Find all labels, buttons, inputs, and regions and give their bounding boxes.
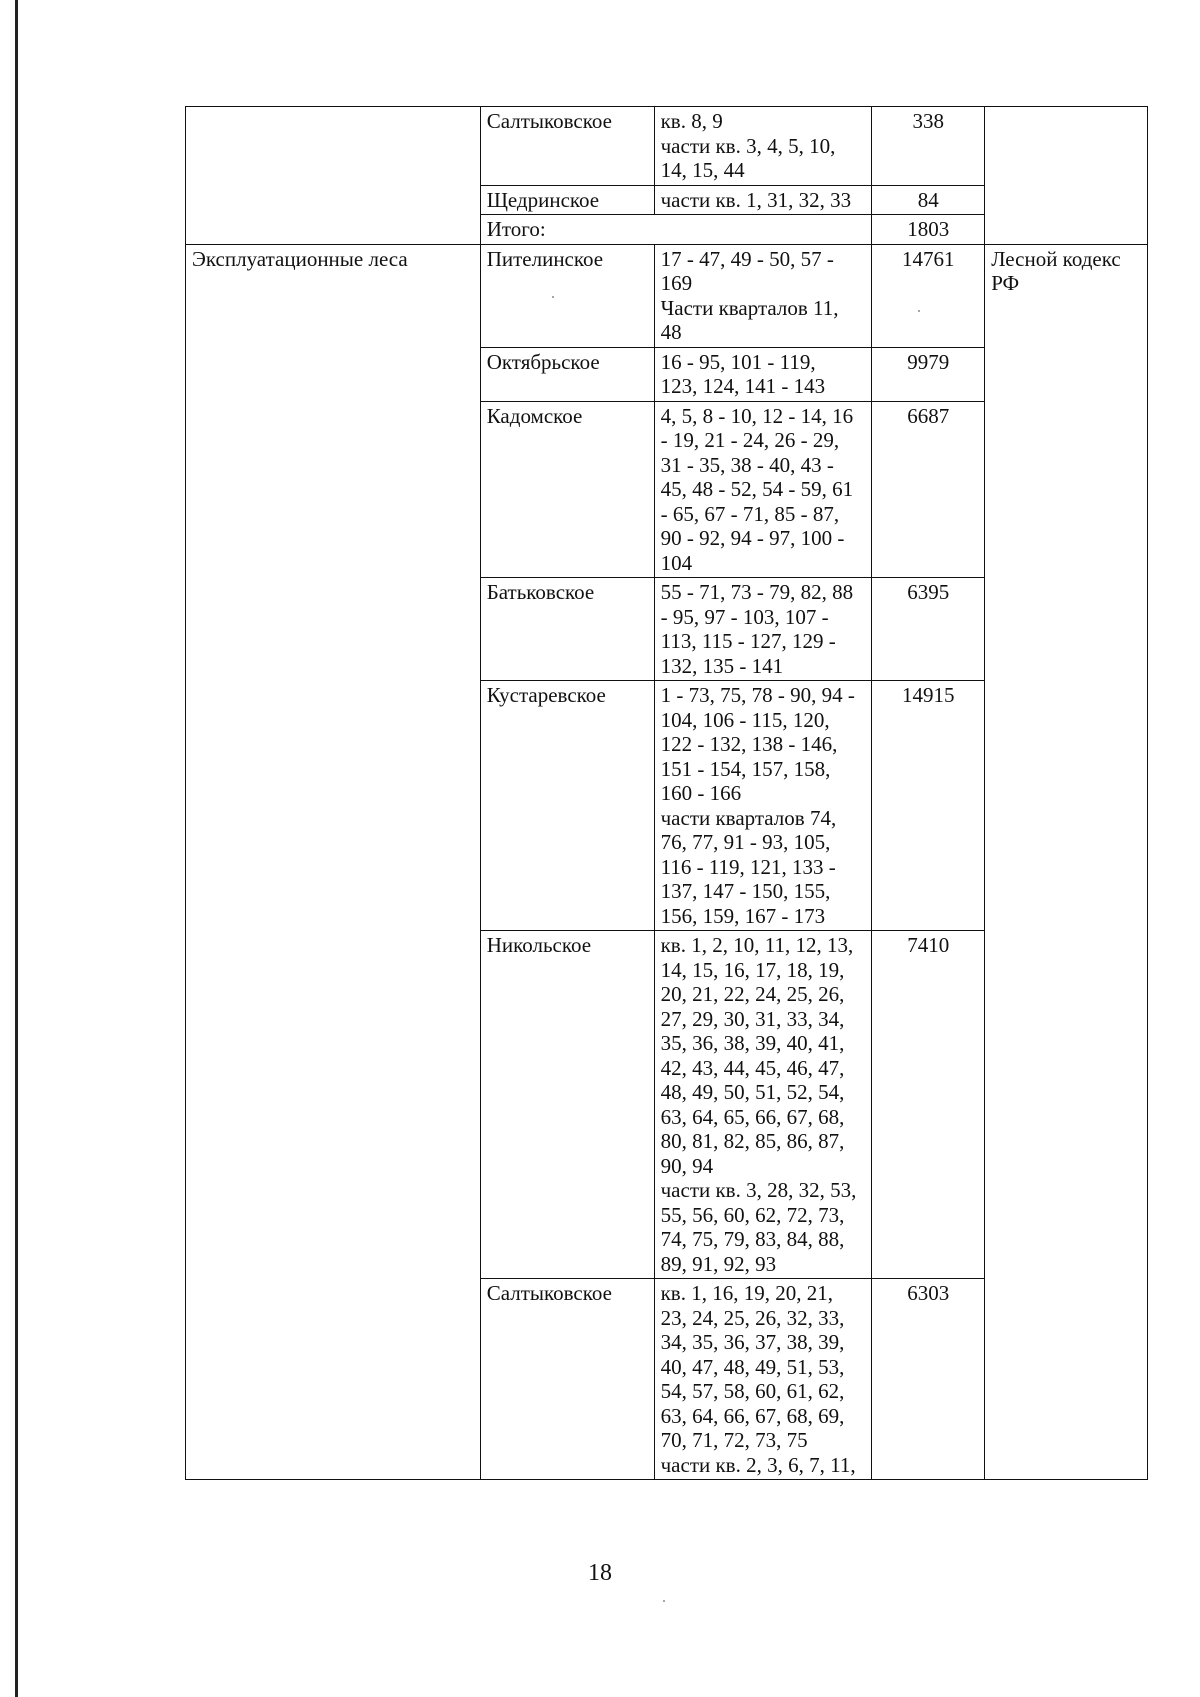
quarters-line: 35, 36, 38, 39, 40, 41, — [660, 1031, 845, 1055]
quarters-line: 34, 35, 36, 37, 38, 39, — [660, 1330, 845, 1354]
quarters-line: 76, 77, 91 - 93, 105, — [660, 830, 831, 854]
forestry-cell: Салтыковское — [480, 107, 654, 186]
quarters-cell — [654, 1279, 872, 1480]
quarters-line: 90, 94 — [660, 1153, 714, 1178]
quarters-line: кв. 1, 16, 19, 20, 21, — [660, 1281, 833, 1305]
area-cell: 14915 — [872, 681, 985, 931]
basis-line: Лесной кодекс — [991, 246, 1121, 271]
table-row — [186, 244, 1148, 347]
quarters-line: - 65, 67 - 71, 85 - 87, — [660, 501, 840, 526]
quarters-line: части кв. 2, 3, 6, 7, 11, — [660, 1452, 856, 1477]
forestry-cell: Батьковское — [480, 578, 654, 681]
quarters-cell — [654, 931, 872, 1279]
quarters-line: 160 - 166 — [660, 781, 742, 805]
quarters-line: 137, 147 - 150, 155, — [660, 879, 831, 903]
quarters-line: 156, 159, 167 - 173 — [660, 903, 826, 928]
quarters-line: - 95, 97 - 103, 107 - — [660, 604, 829, 629]
area-cell: 9979 — [872, 347, 985, 401]
quarters-line: 169 — [660, 271, 693, 295]
quarters-line: 123, 124, 141 - 143 — [660, 374, 826, 398]
quarters-line: 42, 43, 44, 45, 46, 47, — [660, 1055, 845, 1080]
quarters-line: 89, 91, 92, 93 — [660, 1251, 777, 1276]
scan-speck — [552, 296, 554, 298]
quarters-line: 4, 5, 8 - 10, 12 - 14, 16 — [660, 403, 854, 428]
page-number: 18 — [588, 1560, 612, 1586]
table-row — [186, 107, 1148, 186]
quarters-line: 27, 29, 30, 31, 33, 34, — [660, 1006, 845, 1031]
quarters-line: 113, 115 - 127, 129 - — [660, 629, 836, 653]
scan-edge — [15, 0, 18, 1697]
area-cell: 14761 — [872, 244, 985, 347]
quarters-line: 90 - 92, 94 - 97, 100 - — [660, 526, 845, 550]
quarters-line: - 19, 21 - 24, 26 - 29, — [660, 428, 840, 452]
forestry-cell: Пителинское — [480, 244, 654, 347]
quarters-cell — [654, 681, 872, 931]
quarters-line: кв. 8, 9 — [660, 109, 723, 133]
basis-cell-empty — [985, 107, 1148, 245]
area-cell: 7410 — [872, 931, 985, 1279]
quarters-line: 132, 135 - 141 — [660, 653, 784, 678]
forestry-cell: Кустаревское — [480, 681, 654, 931]
quarters-line: 55 - 71, 73 - 79, 82, 88 — [660, 580, 854, 604]
area-cell: 84 — [872, 185, 985, 215]
quarters-line: части кв. 3, 4, 5, 10, — [660, 133, 836, 158]
quarters-line: 55, 56, 60, 62, 72, 73, — [660, 1202, 845, 1227]
basis-cell — [985, 244, 1148, 1480]
category-cell-empty — [186, 107, 481, 245]
quarters-cell — [654, 347, 872, 401]
quarters-line: 17 - 47, 49 - 50, 57 - — [660, 246, 834, 271]
quarters-cell — [654, 578, 872, 681]
quarters-line: 48, 49, 50, 51, 52, 54, — [660, 1080, 845, 1104]
quarters-line: 104 — [660, 550, 693, 575]
area-cell: 6395 — [872, 578, 985, 681]
quarters-line: 14, 15, 16, 17, 18, 19, — [660, 957, 845, 982]
basis-line: РФ — [991, 271, 1020, 295]
total-label: Итого: — [480, 215, 872, 245]
quarters-line: части кв. 3, 28, 32, 53, — [660, 1178, 857, 1202]
quarters-line: кв. 1, 2, 10, 11, 12, 13, — [660, 933, 854, 957]
quarters-line: 74, 75, 79, 83, 84, 88, — [660, 1227, 845, 1251]
quarters-line: 14, 15, 44 — [660, 158, 745, 182]
area-cell: 6303 — [872, 1279, 985, 1480]
area-cell: 338 — [872, 107, 985, 186]
quarters-line: 31 - 35, 38 - 40, 43 - — [660, 452, 834, 477]
scan-speck — [663, 1600, 665, 1602]
quarters-line: 1 - 73, 75, 78 - 90, 94 - — [660, 683, 855, 707]
quarters-line: 63, 64, 66, 67, 68, 69, — [660, 1403, 845, 1428]
quarters-line: 63, 64, 65, 66, 67, 68, — [660, 1104, 845, 1129]
quarters-line: 70, 71, 72, 73, 75 — [660, 1428, 808, 1452]
quarters-line: 122 - 132, 138 - 146, — [660, 732, 838, 756]
quarters-cell — [654, 185, 872, 215]
quarters-line: 104, 106 - 115, 120, — [660, 707, 830, 732]
quarters-line: 80, 81, 82, 85, 86, 87, — [660, 1129, 845, 1153]
forestry-cell: Никольское — [480, 931, 654, 1279]
quarters-cell — [654, 401, 872, 578]
forestry-cell: Щедринское — [480, 185, 654, 215]
quarters-cell — [654, 244, 872, 347]
category-cell: Эксплуатационные леса — [186, 244, 481, 1480]
quarters-line: 151 - 154, 157, 158, — [660, 756, 831, 781]
quarters-line: 45, 48 - 52, 54 - 59, 61 — [660, 477, 854, 501]
area-cell: 6687 — [872, 401, 985, 578]
forestry-cell: Октябрьское — [480, 347, 654, 401]
quarters-line: 40, 47, 48, 49, 51, 53, — [660, 1354, 845, 1379]
quarters-line: части кв. 1, 31, 32, 33 — [660, 187, 852, 212]
quarters-line: части кварталов 74, — [660, 805, 837, 830]
quarters-line: 23, 24, 25, 26, 32, 33, — [660, 1305, 845, 1330]
quarters-line: Части кварталов 11, — [660, 295, 839, 320]
forestry-cell: Салтыковское — [480, 1279, 654, 1480]
quarters-line: 16 - 95, 101 - 119, — [660, 349, 816, 374]
quarters-line: 48 — [660, 320, 682, 344]
forest-quarters-table — [185, 106, 1148, 1480]
total-area: 1803 — [872, 215, 985, 245]
forestry-cell: Кадомское — [480, 401, 654, 578]
quarters-line: 20, 21, 22, 24, 25, 26, — [660, 982, 845, 1006]
scan-speck — [918, 310, 920, 312]
quarters-line: 116 - 119, 121, 133 - — [660, 854, 836, 879]
quarters-line: 54, 57, 58, 60, 61, 62, — [660, 1379, 845, 1403]
quarters-cell — [654, 107, 872, 186]
